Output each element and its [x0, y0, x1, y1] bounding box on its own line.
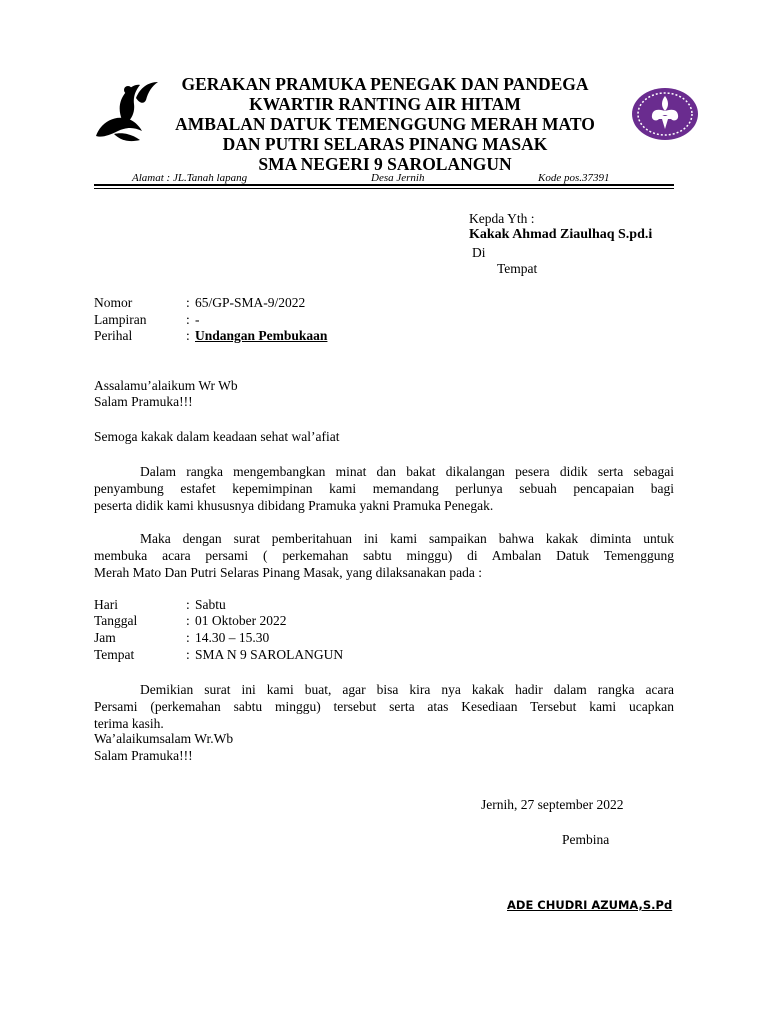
- letterhead-line-1: GERAKAN PRAMUKA PENEGAK DAN PANDEGA: [181, 74, 589, 94]
- event-sep: :: [186, 597, 190, 612]
- recipient-to: Kepda Yth :: [469, 211, 535, 226]
- event-sep: :: [186, 647, 190, 662]
- event-value-tempat: SMA N 9 SAROLANGUN: [195, 647, 344, 662]
- meta-value-lampiran: -: [195, 312, 200, 327]
- event-value-hari: Sabtu: [195, 597, 226, 612]
- meta-label-perihal: Perihal: [94, 328, 133, 343]
- signature-place-date: Jernih, 27 september 2022: [481, 797, 624, 812]
- header-divider: [94, 184, 674, 186]
- letterhead-line-4: DAN PUTRI SELARAS PINANG MASAK: [222, 134, 548, 154]
- meta-sep: :: [186, 295, 190, 310]
- letterhead: [150, 74, 620, 174]
- meta-sep: :: [186, 328, 190, 343]
- letterhead-line-3: AMBALAN DATUK TEMENGGUNG MERAH MATO: [175, 114, 595, 134]
- body-line: peserta didik kami khususnya dibidang Pramuka yakni Pramuka Penegak.: [94, 498, 494, 513]
- meta-label-lampiran: Lampiran: [94, 312, 147, 327]
- meta-label-nomor: Nomor: [94, 295, 133, 310]
- body-line: [94, 681, 674, 698]
- event-label-hari: Hari: [94, 597, 118, 612]
- address-postal: Kode pos.37391: [538, 172, 610, 184]
- recipient-name: Kakak Ahmad Ziaulhaq S.pd.i: [469, 227, 653, 242]
- signature-role: Pembina: [562, 832, 610, 847]
- body-line: Merah Mato Dan Putri Selaras Pinang Masak, yang dilaksanakan pada :: [94, 565, 483, 580]
- wish-line: Semoga kakak dalam keadaan sehat wal’afiat: [94, 429, 340, 444]
- greeting-pramuka: Salam Pramuka!!!: [94, 394, 193, 409]
- address-village: Desa Jernih: [371, 172, 425, 184]
- event-sep: :: [186, 613, 190, 628]
- meta-sep: :: [186, 312, 190, 327]
- event-label-jam: Jam: [94, 630, 116, 645]
- body-paragraph-1: [94, 463, 674, 514]
- event-sep: :: [186, 630, 190, 645]
- signature-name: ADE CHUDRI AZUMA,S.Pd: [507, 898, 673, 912]
- body-line: Persami (perkemahan sabtu minggu) tersebut serta atas Kesediaan Tersebut kami ucapkan: [94, 699, 674, 714]
- body-line: [94, 463, 674, 480]
- recipient-di: Di: [472, 245, 486, 260]
- header-divider-thin: [94, 188, 674, 189]
- farewell-pramuka: Salam Pramuka!!!: [94, 748, 193, 763]
- body-line: membuka acara persami ( perkemahan sabtu minggu) di Ambalan Datuk Temenggung: [94, 548, 674, 563]
- event-value-jam: 14.30 – 15.30: [195, 630, 270, 645]
- greeting-salam: Assalamu’alaikum Wr Wb: [94, 378, 238, 393]
- body-paragraph-2: [94, 530, 674, 581]
- letterhead-line-5: SMA NEGERI 9 SAROLANGUN: [258, 154, 512, 174]
- address-street: Alamat : JL.Tanah lapang: [132, 172, 248, 184]
- body-text: Demikian surat ini kami buat, agar bisa kira nya kakak hadir dalam rangka acara: [140, 682, 674, 697]
- body-text: Dalam rangka mengembangkan minat dan bakat dikalangan pesera didik serta sebagai: [140, 464, 674, 479]
- event-label-tempat: Tempat: [94, 647, 135, 662]
- recipient-place: Tempat: [497, 261, 538, 276]
- letterhead-line-2: KWARTIR RANTING AIR HITAM: [249, 94, 521, 114]
- body-line: [94, 530, 674, 547]
- event-value-tanggal: 01 Oktober 2022: [195, 613, 287, 628]
- farewell-salam: Wa’alaikumsalam Wr.Wb: [94, 731, 234, 746]
- wosm-scout-emblem: [631, 87, 699, 141]
- body-line: penyambung estafet kepemimpinan kami memandang perlunya sebuah pencapaian bagi: [94, 481, 674, 496]
- closing-paragraph: [94, 681, 674, 732]
- meta-value-perihal: Undangan Pembukaan: [195, 328, 328, 343]
- meta-value-nomor: 65/GP-SMA-9/2022: [195, 295, 306, 310]
- body-line: terima kasih.: [94, 716, 164, 731]
- event-label-tanggal: Tanggal: [94, 613, 138, 628]
- body-text: Maka dengan surat pemberitahuan ini kami sampaikan bahwa kakak diminta untuk: [140, 531, 674, 546]
